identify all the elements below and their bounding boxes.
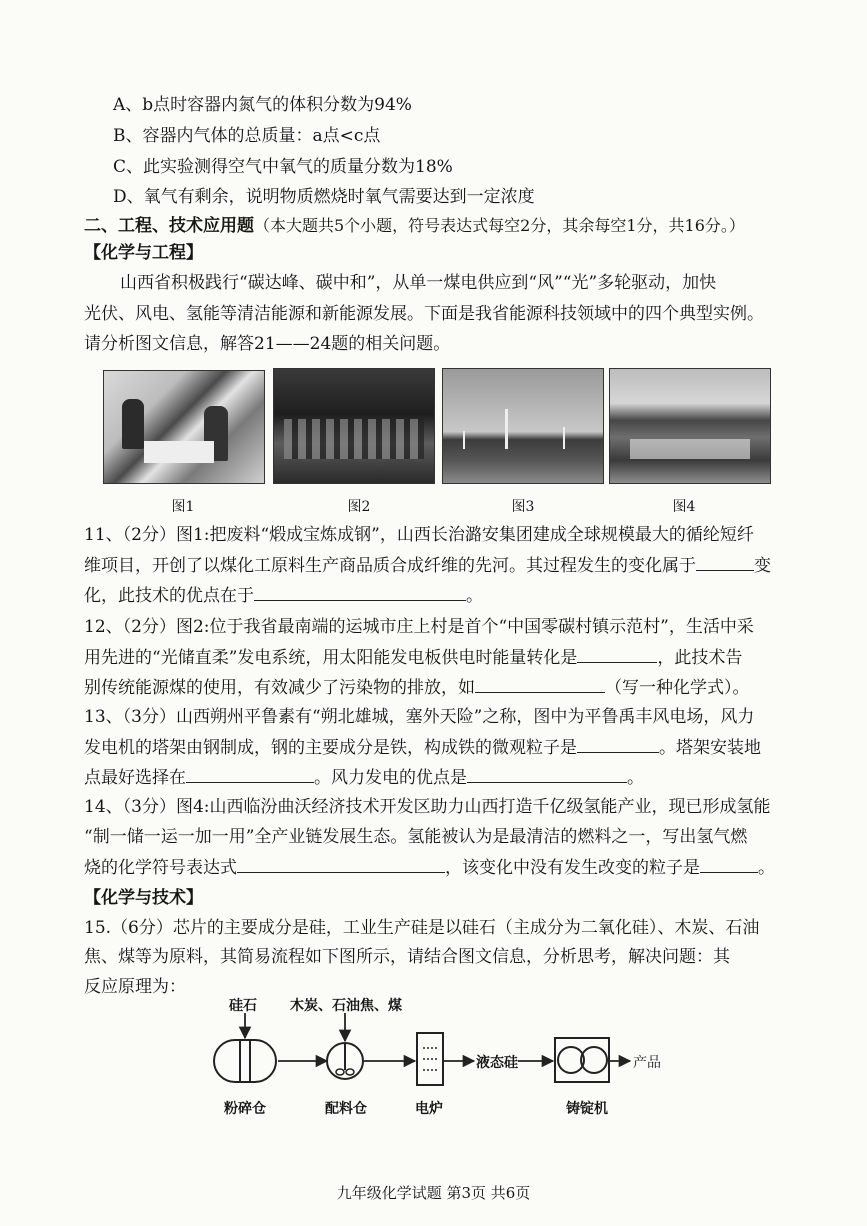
option-d: D、氧气有剩余，说明物质燃烧时氧气需要达到一定浓度	[113, 187, 535, 207]
q11-line-1: 11、（2分）图1:把废料“煅成宝炼成钢”，山西长治潞安集团建成全球规模最大的循纶短纤	[84, 525, 754, 545]
subsection-engineering: 【化学与工程】	[84, 243, 203, 263]
option-b: B、容器内气体的总质量：a点<c点	[113, 126, 381, 146]
q14-text: ，该变化中没有发生改变的粒子是	[445, 858, 700, 878]
q14-line-2: “制一储一运一加一用”全产业链发展生态。氢能被认为是最清洁的燃料之一，写出氢气燃	[84, 827, 748, 847]
q11-text: 。	[466, 586, 483, 606]
section-note: （本大题共5个小题，符号表达式每空2分，其余每空1分，共16分。）	[254, 216, 745, 235]
option-c: C、此实验测得空气中氧气的质量分数为18%	[113, 157, 453, 177]
option-a: A、b点时容器内氮气的体积分数为94%	[113, 95, 412, 115]
q15-line-3: 反应原理为：	[84, 977, 186, 997]
q13-text: 点最好选择在	[84, 768, 186, 788]
flow-input-silica: 硅石	[229, 998, 257, 1014]
q12-text: （写一种化学式）。	[605, 678, 750, 698]
q11-text: 变	[754, 556, 771, 576]
section-title: 二、工程、技术应用题	[84, 216, 254, 236]
ingot-casting-machine-icon	[555, 1038, 609, 1082]
intro-line-1: 山西省积极践行“碳达峰、碳中和”，从单一煤电供应到“风”“光”多轮驱动，加快	[120, 273, 717, 293]
q14-text: 烧的化学符号表达式	[84, 858, 237, 878]
flow-unit-furnace: 电炉	[415, 1101, 443, 1117]
q13-text: 。塔架安装地	[659, 738, 761, 758]
q15-line-1: 15.（6分）芯片的主要成分是硅，工业生产硅是以硅石（主成分为二氧化硅）、木炭、石油	[84, 918, 760, 938]
q11-text: 化，此技术的优点在于	[84, 586, 254, 606]
flow-unit-mixing-bin: 配料仓	[325, 1101, 367, 1117]
figure-3-caption: 图3	[511, 499, 535, 515]
q13-text: 。	[627, 768, 644, 788]
q12-text: ，此技术告	[657, 648, 743, 668]
crushing-bin-icon	[214, 1040, 276, 1082]
mixing-bin-icon	[327, 1043, 363, 1079]
flow-product: 产品	[633, 1055, 661, 1071]
flow-unit-casting: 铸锭机	[566, 1101, 608, 1117]
q12-text: 别传统能源煤的使用，有效减少了污染物的排放，如	[84, 678, 475, 698]
q12-text: 用先进的“光储直柔”发电系统，用太阳能发电板供电时能量转化是	[84, 648, 578, 668]
intro-line-2: 光伏、风电、氢能等清洁能源和新能源发展。下面是我省能源科技领域中的四个典型实例。	[84, 304, 764, 324]
q13-text: 。风力发电的优点是	[314, 768, 467, 788]
q14-text: 。	[758, 858, 775, 878]
figure-2-caption: 图2	[347, 499, 371, 515]
q14-line-1: 14、（3分）图4:山西临汾曲沃经济技术开发区助力山西打造千亿级氢能产业，现已形成氢能	[84, 797, 771, 817]
q13-text: 发电机的塔架由钢制成，钢的主要成分是铁，构成铁的微观粒子是	[84, 738, 577, 758]
figure-4-caption: 图4	[672, 499, 696, 515]
flow-input-carbon: 木炭、石油焦、煤	[290, 998, 402, 1014]
q12-line-1: 12、（2分）图2:位于我省最南端的运城市庄上村是首个“中国零碳村镇示范村”，生活中采	[84, 617, 754, 637]
flow-liquid-silicon: 液态硅	[476, 1055, 518, 1071]
q13-line-1: 13、（3分）山西朔州平鲁素有“朔北雄城，塞外天险”之称，图中为平鲁禹丰风电场，风力	[84, 707, 755, 727]
figure-1-caption: 图1	[171, 499, 195, 515]
q15-line-2: 焦、煤等为原料，其简易流程如下图所示，请结合图文信息，分析思考，解决问题：其	[84, 947, 730, 967]
intro-line-3: 请分析图文信息，解答21——24题的相关问题。	[84, 334, 451, 354]
q11-text: 维项目，开创了以煤化工原料生产商品质合成纤维的先河。其过程发生的变化属于	[84, 556, 696, 576]
flow-unit-crushing-bin: 粉碎仓	[224, 1101, 266, 1117]
electric-furnace-icon	[417, 1033, 443, 1085]
page-footer: 九年级化学试题 第3页 共6页	[336, 1184, 531, 1202]
subsection-technology: 【化学与技术】	[84, 888, 203, 908]
